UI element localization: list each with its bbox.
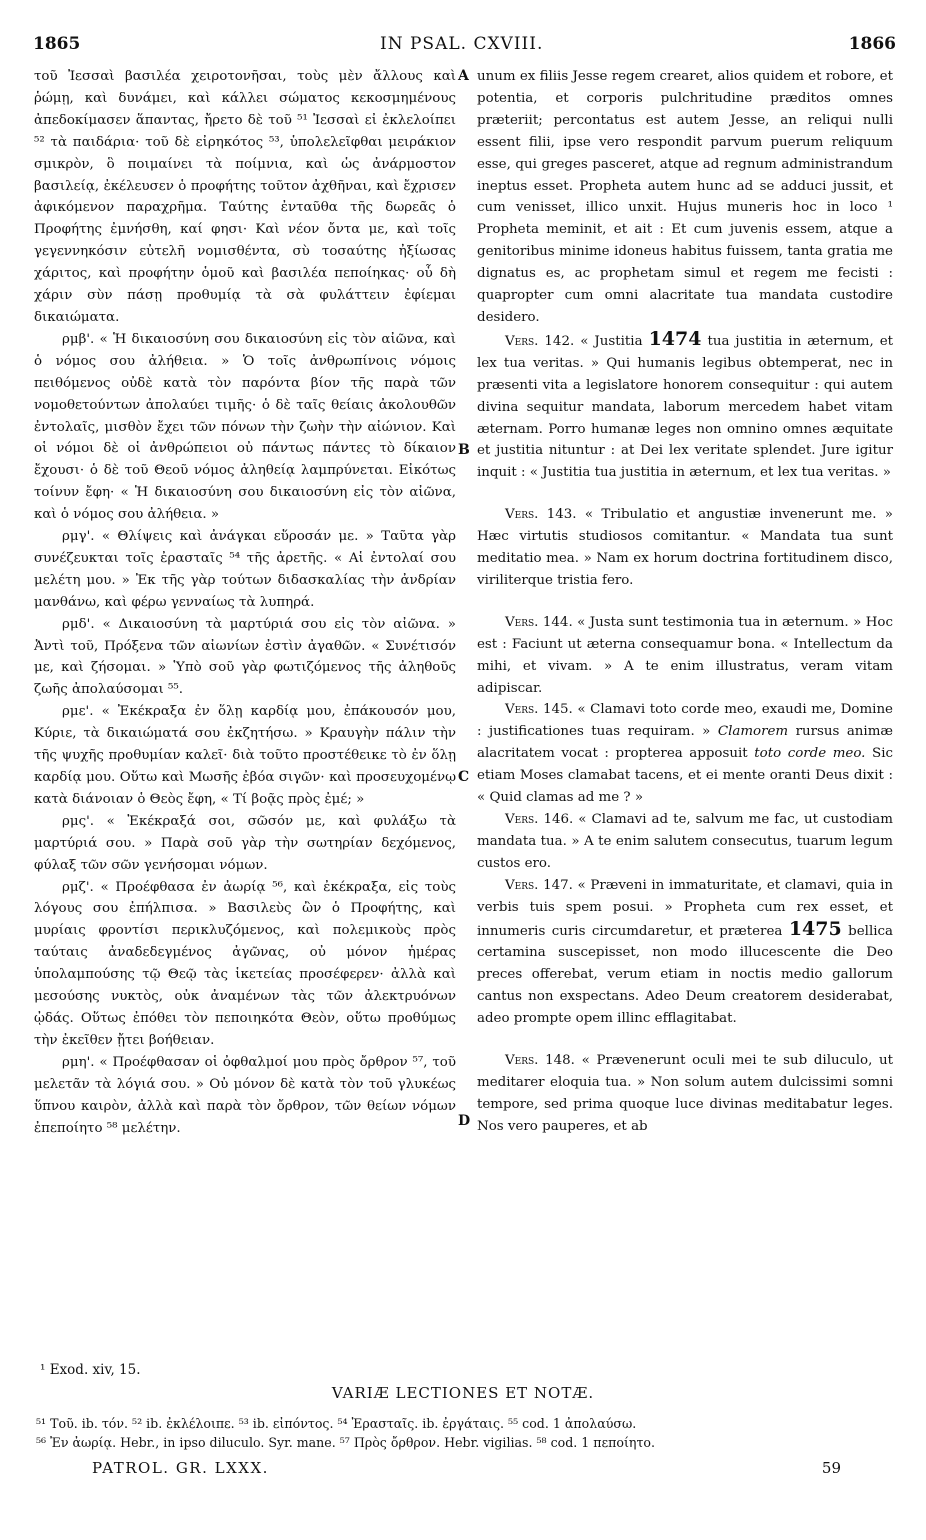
latin-paragraph: Vers. 146. « Clamavi ad te, salvum me fac, ut custodiam mandata tua. » A te enim salutem consecutus, tuarum legum custos ero.	[477, 812, 893, 871]
greek-paragraph: ρμη'. « Προέφθασαν οἱ ὀφθαλμοί μου πρὸς ὄρθρον ⁵⁷, τοῦ μελετᾶν τὰ λόγιά σου. » Οὐ μόνον δὲ κατὰ τὸν τοῦ γλυκέως ὕπνου καιρὸν, ἀλλὰ καὶ παρὰ τὸν ὄρθρον, τῶν θείων νόμων ἐπεποίητο ⁵⁸ μελέτην.	[34, 1054, 456, 1136]
latin-paragraph: Vers. 148. « Prævenerunt oculi mei te sub diluculo, ut meditarer eloquia tua. » Non solum autem dulcissimi somni tempore, sed prima quoque luce divinas meditabatur leges. Nos vero pauperes, et ab	[477, 1053, 893, 1134]
greek-column	[34, 66, 456, 1139]
latin-paragraph: Vers. 144. « Justa sunt testimonia tua in æternum. » Hoc est : Faciunt ut æterna consequamur bona. « Intellectum da mihi, et vivam. » A te enim illustratus, veram vitam adipiscar.	[477, 614, 893, 696]
latin-paragraph: Vers. 147. « Præveni in immaturitate, et clamavi, quia in verbis tuis spem posui. » Propheta cum rex esset, et innumeris curis circumdaretur, et præterea 1475 bellica certamina suscepisset, non modo illucescente die Deo preces offerebat, verum etiam in noctis medio gallorum cantus non exspectans. Adeo Deum creatorem desiderabat, adeo prompte opem illinc efflagitabat.	[477, 877, 893, 1027]
margin-letter-a: A	[458, 68, 469, 84]
footnote-reference: ¹ Exod. xiv, 15.	[40, 1362, 141, 1378]
margin-letter-c: C	[458, 769, 470, 785]
notes-title: VARIÆ LECTIONES ET NOTÆ.	[331, 1384, 595, 1402]
footer-signature: PATROL. GR. LXXX.	[92, 1459, 269, 1477]
running-title: IN PSAL. CXVIII.	[380, 34, 544, 54]
latin-paragraph: Vers. 143. « Tribulatio et angustiæ invenerunt me. » Hæc virtutis studiosos comitantur. « Mandata tua sunt meditatio mea. » Nam ex horum doctrina fortitudinem disco, viriliterque tristia fero.	[477, 507, 893, 588]
note-line: ⁵¹ Τοῦ. ib. τόν. ⁵² ib. ἐκλέλοιπε. ⁵³ ib. εἰπόντος. ⁵⁴ Ἐρασταῖς. ib. ἐργάταις. ⁵⁵ cod. 1 ἀπολαύσω.	[36, 1416, 637, 1431]
verse-label: Vers. 147.	[505, 877, 573, 893]
margin-letter-b: B	[458, 442, 470, 458]
latin-paragraph: Vers. 145. « Clamavi toto corde meo, exaudi me, Domine : justificationes tuas requiram. » Clamorem rursus animæ alacritatem vocat : propterea apposuit toto corde meo. Sic etiam Moses clamabat tacens, et ei mente oranti Deus dixit : « Quid clamas ad me ? »	[477, 702, 893, 806]
latin-column	[477, 66, 893, 1138]
verse-label: Vers. 148.	[505, 1053, 575, 1069]
column-number-left: 1865	[33, 34, 81, 54]
greek-paragraph: ρμς'. « Ἐκέκραξά σοι, σῶσόν με, καὶ φυλάξω τὰ μαρτύριά σου. » Παρὰ σοῦ γὰρ τὴν σωτηρίαν δεχόμενος, φύλαξ τῶν σῶν γενήσομαι νόμων.	[34, 813, 456, 873]
footer-sheet-number: 59	[821, 1459, 841, 1477]
greek-paragraph: ρμζ'. « Προέφθασα ἐν ἀωρίᾳ ⁵⁶, καὶ ἐκέκραξα, εἰς τοὺς λόγους σου ἐπήλπισα. » Βασιλεὺς ὢν ὁ Προφήτης, καὶ μυρίαις φροντίσι περικλυζόμενος, καὶ πολεμικοὺς πρὸς ταύταις ἀναδεδεγμένος ἀγῶνας, οὐ μόνον ἡμέρας ὑπολαμπούσης τῷ Θεῷ τὰς ἱκετείας προσέφερεν· ἀλλὰ καὶ μεσούσης νυκτὸς, οὐκ ἀναμένων τὰς τῶν ἀλεκτρυόνων ᾠδάς. Οὕτως ἐπόθει τὸν πεποιηκότα Θεὸν, οὕτω προθύμως τὴν ἐκεῖθεν ᾔτει βοήθειαν.	[34, 879, 456, 1048]
notes	[36, 1414, 896, 1452]
verse-label: Vers. 143.	[505, 507, 577, 523]
greek-paragraph: ρμβ'. « Ἡ δικαιοσύνη σου δικαιοσύνη εἰς τὸν αἰῶνα, καὶ ὁ νόμος σου ἀλήθεια. » Ὁ τοῖς ἀνθρωπίνοις νόμοις πειθόμενος οὐδὲ κατὰ τὸν παρόντα βίον τῆς παρὰ τῶν νομοθετούντων ἀπολαύει τιμῆς· ὁ δὲ ταῖς θείαις ἀκολουθῶν ἐντολαῖς, μισθὸν ἔχει τῶν πόνων τὴν ζωὴν τὴν αἰώνιον. Καὶ οἱ νόμοι δὲ οἱ ἀνθρώπειοι οὐ πάντως πάντες τὸ δίκαιον ἔχουσι· ὁ δὲ τοῦ Θεοῦ νόμος ἀληθείᾳ λαμπρύνεται. Εἰκότως τοίνυν ἔφη· « Ἡ δικαιοσύνη σου δικαιοσύνη εἰς τὸν αἰῶνα, καὶ ὁ νόμος σου ἀλήθεια. »	[34, 331, 456, 523]
latin-paragraph: Vers. 142. « Justitia 1474 tua justitia in æternum, et lex tua veritas. » Qui humanis legibus obtemperat, nec in præsenti vita a legislatore honorem consequitur : qui autem divina sequitur mandata, laborum mercedem habet vitam æternam. Porro humanæ leges non omnino omnes æquitate et justitia nituntur : at Dei lex veritate splendet. Jure igitur inquit : « Justitia tua justitia in æternum, et lex tua veritas. »	[477, 327, 894, 481]
margin-letter-d: D	[458, 1113, 471, 1129]
verse-label: Vers. 144.	[505, 614, 573, 630]
verse-label: Vers. 142.	[505, 333, 575, 349]
verse-label: Vers. 145.	[505, 702, 573, 718]
greek-paragraph: ρμδ'. « Δικαιοσύνη τὰ μαρτύριά σου εἰς τὸν αἰῶνα. » Ἀντὶ τοῦ, Πρόξενα τῶν αἰωνίων ἐστὶν ἀγαθῶν. « Συνέτισόν με, καὶ ζήσομαι. » Ὑπὸ σοῦ γὰρ φωτιζόμενος τῆς ἀληθοῦς ζωῆς ἀπολαύσομαι ⁵⁵.	[34, 616, 456, 698]
latin-paragraph: unum ex filiis Jesse regem crearet, alios quidem et robore, et potentia, et corporis pulchritudine præditos omnes præteriit; percontatus est autem Jesse, an reliqui nulli essent filii, ipse vero respondit parvum puerum reliquum esse, qui greges pasceret, atque ad regnum administrandum ineptus esset. Propheta autem hunc ad se adduci jussit, et cum venisset, illico unxit. Hujus muneris hoc in loco ¹ Propheta meminit, et ait : Et cum juvenis essem, atque a genitoribus minime idoneus habitus fuissem, tanta gratia me dignatus es, ac prophetam simul et regem me fecisti : quapropter cum omni alacritate tua mandata custodire desidero.	[477, 69, 893, 325]
note-line: ⁵⁶ Ἐν ἀωρίᾳ. Hebr., in ipso diluculo. Syr. mane. ⁵⁷ Πρὸς ὄρθρον. Hebr. vigilias. ⁵⁸ cod. 1 πεποίητο.	[36, 1435, 656, 1450]
greek-paragraph: ρμγ'. « Θλίψεις καὶ ἀνάγκαι εὕροσάν με. » Ταῦτα γὰρ συνέζευκται τοῖς ἐρασταῖς ⁵⁴ τῆς ἀρετῆς. « Αἱ ἐντολαί σου μελέτη μου. » Ἐκ τῆς γὰρ τούτων διδασκαλίας τὴν ἀνδρίαν μανθάνω, καὶ φέρω γενναίως τὰ λυπηρά.	[34, 529, 456, 610]
verse-label: Vers. 146.	[505, 812, 574, 827]
column-number-right: 1866	[848, 34, 896, 54]
column-marker: 1475	[788, 917, 842, 940]
greek-paragraph: ρμε'. « Ἐκέκραξα ἐν ὅλῃ καρδίᾳ μου, ἐπάκουσόν μου, Κύριε, τὰ δικαιώματά σου ἐκζητήσω. » Κραυγὴν πάλιν τὴν τῆς ψυχῆς προθυμίαν καλεῖ· διὰ τοῦτο προστέθεικε τὸ ἐν ὅλῃ καρδίᾳ μου. Οὕτω καὶ Μωσῆς ἐβόα σιγῶν· καὶ προσευχομένῳ κατὰ διάνοιαν ὁ Θεὸς ἔφη, « Τί βοᾷς πρὸς ἐμέ; »	[34, 704, 456, 807]
greek-paragraph: τοῦ Ἰεσσαὶ βασιλέα χειροτονῆσαι, τοὺς μὲν ἄλλους καὶ ῥώμῃ, καὶ δυνάμει, καὶ κάλλει σώματος κεκοσμημένους ἀπεδοκίμασεν ἅπαντας, ἤρετο δὲ τοῦ ⁵¹ Ἰεσσαὶ εἰ ἐκλελοίπει ⁵² τὰ παιδάρια· τοῦ δὲ εἰρηκότος ⁵³, ὑπολελεῖφθαι μειράκιον σμικρὸν, ὃ ποιμαίνει τὰ ποίμνια, καὶ ὡς ἀνάρμοστον βασιλείᾳ, ἐκέλευσεν ὁ προφήτης τοῦτον ἀχθῆναι, καὶ ἔχρισεν ἀφικόμενον παραχρῆμα. Ταύτης ἐνταῦθα τῆς δωρεᾶς ὁ Προφήτης ἐμνήσθη, καί φησι· Καὶ νέον ὄντα με, καὶ τοῖς γεγεννηκόσιν εὐτελῆ νομισθέντα, σὺ τοσαύτης ἠξίωσας χάριτος, καὶ προφήτην ὁμοῦ καὶ βασιλέα πεποίηκας· οὗ δὴ χάριν σὺν πάσῃ προθυμίᾳ τὰ σὰ φυλάττειν ἐφίεμαι δικαιώματα.	[34, 69, 456, 325]
column-marker: 1474	[648, 327, 702, 350]
